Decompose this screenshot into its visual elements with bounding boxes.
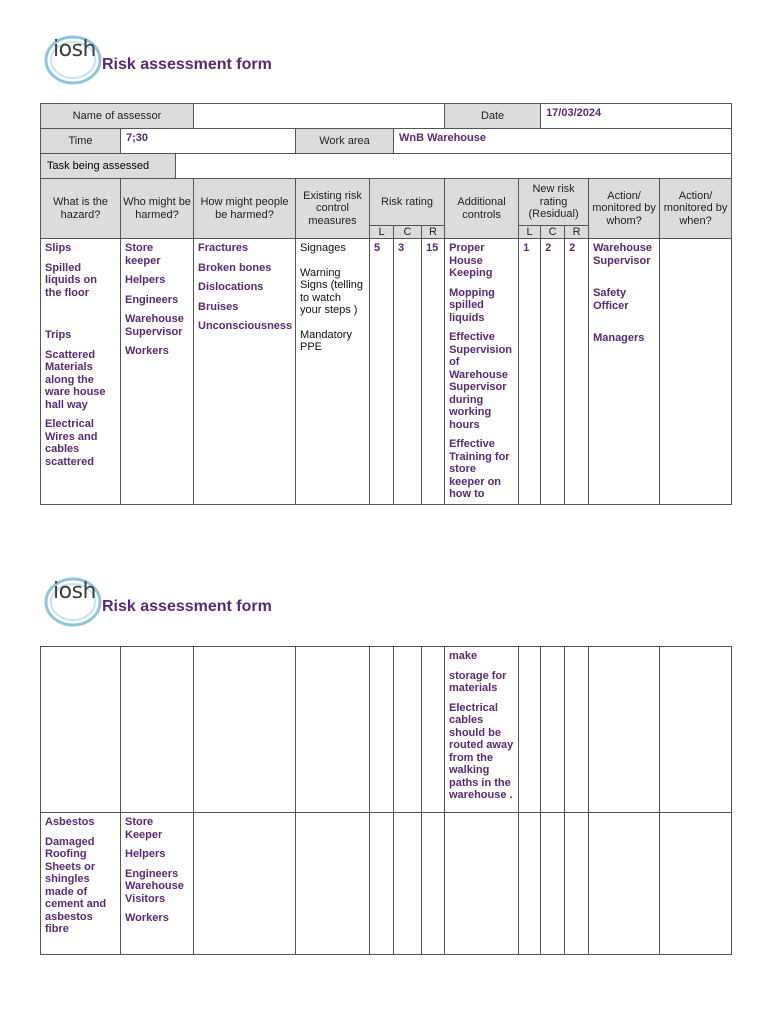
additional-item: storage for materials: [449, 669, 507, 694]
whom-item: Managers: [593, 332, 645, 344]
existing-cell: [296, 647, 370, 813]
additional-cell: [445, 647, 519, 813]
page-header-1: [44, 33, 364, 85]
rating-l: [370, 813, 394, 955]
rating-r: [422, 813, 445, 955]
task-value[interactable]: [176, 154, 731, 178]
action-whom-cell: [589, 239, 660, 505]
rating-c: 3: [394, 239, 422, 505]
hazard-cell: [41, 813, 121, 955]
hazard-item: Spilled liquids on the floor: [45, 261, 97, 299]
hazard-item: Trips: [45, 329, 72, 341]
who-cell: [121, 239, 194, 505]
col-who: Who might be harmed?: [121, 179, 194, 239]
hazard-item: Electrical Wires and cables scattered: [45, 418, 98, 468]
col-new-r: R: [565, 226, 589, 239]
col-rating-l: L: [370, 226, 394, 239]
existing-item: Signages: [300, 242, 346, 254]
additional-item: Proper House Keeping: [449, 242, 493, 279]
how-item: Dislocations: [198, 281, 264, 293]
who-item: Store Keeper: [125, 816, 163, 841]
action-whom-cell: [589, 813, 660, 955]
work-area-label: Work area: [296, 129, 394, 154]
col-new-risk: New risk rating (Residual): [519, 179, 589, 226]
action-when-cell[interactable]: [660, 239, 732, 505]
who-item: Engineers Warehouse Visitors: [125, 867, 184, 905]
risk-assessment-table-continued: [40, 646, 732, 955]
new-rating-c: [541, 813, 565, 955]
time-label: Time: [41, 129, 121, 154]
how-item: Bruises: [198, 300, 239, 313]
new-rating-r: 2: [565, 239, 589, 505]
hazard-item: Scattered Materials along the ware house hall way: [45, 348, 106, 411]
task-label: Task being assessed: [41, 154, 176, 178]
existing-cell: [296, 813, 370, 955]
who-cell: [121, 647, 194, 813]
additional-item: Effective Training for store keeper on how to: [449, 438, 510, 500]
who-item: Workers: [125, 912, 169, 924]
action-whom-cell: [589, 647, 660, 813]
who-cell: [121, 813, 194, 955]
iosh-logo: [44, 33, 102, 85]
task-row: [41, 154, 732, 179]
existing-item: Mandatory PPE: [300, 328, 352, 353]
risk-assessment-table: [40, 103, 732, 505]
who-item: Helpers: [125, 274, 166, 286]
additional-cell: [445, 239, 519, 505]
how-cell: [194, 813, 296, 955]
who-item: Store keeper: [125, 242, 161, 267]
col-action-when: Action/ monitored by when?: [660, 179, 732, 239]
rating-r: 15: [422, 239, 445, 505]
new-rating-r: [565, 647, 589, 813]
col-hazard: What is the hazard?: [41, 179, 121, 239]
additional-item: Mopping spilled liquids: [449, 286, 495, 324]
additional-cell: [445, 813, 519, 955]
whom-item: Safety Officer: [593, 287, 629, 312]
rating-l: 5: [370, 239, 394, 505]
col-existing: Existing risk control measures: [296, 179, 370, 239]
existing-cell: [296, 239, 370, 505]
how-item: Unconsciousness: [198, 320, 293, 332]
how-cell: [194, 647, 296, 813]
who-item: Warehouse Supervisor: [125, 313, 184, 338]
col-new-c: C: [541, 226, 565, 239]
who-item: Engineers: [125, 293, 179, 306]
form-title: Risk assessment form: [102, 598, 272, 615]
whom-item: Warehouse Supervisor: [593, 242, 652, 267]
date-value[interactable]: 17/03/2024: [541, 104, 732, 129]
col-rating-r: R: [422, 226, 445, 239]
col-rating-c: C: [394, 226, 422, 239]
logo-text: iosh: [53, 579, 96, 604]
hazard-item: Slips: [45, 242, 72, 254]
assessor-value[interactable]: [194, 104, 445, 129]
how-item: Broken bones: [198, 261, 272, 274]
work-area-value[interactable]: WnB Warehouse: [394, 129, 732, 154]
rating-l: [370, 647, 394, 813]
new-rating-l: [519, 813, 541, 955]
additional-item: Effective Supervision of Warehouse Supervisor during working hours: [449, 331, 513, 431]
col-additional: Additional controls: [445, 179, 519, 239]
col-how: How might people be harmed?: [194, 179, 296, 239]
date-label: Date: [445, 104, 541, 129]
additional-item: make: [449, 650, 478, 662]
hazard-cell: [41, 239, 121, 505]
who-item: Helpers: [125, 848, 166, 860]
hazard-item: Damaged Roofing Sheets or shingles made of cement and asbestos fibre: [45, 835, 107, 935]
rating-c: [394, 813, 422, 955]
how-item: Fractures: [198, 242, 249, 254]
new-rating-r: [565, 813, 589, 955]
time-value[interactable]: 7;30: [121, 129, 296, 154]
new-rating-l: [519, 647, 541, 813]
new-rating-c: [541, 647, 565, 813]
col-action-whom: Action/ monitored by whom?: [589, 179, 660, 239]
who-item: Workers: [125, 345, 169, 357]
how-cell: [194, 239, 296, 505]
col-new-l: L: [519, 226, 541, 239]
new-rating-c: 2: [541, 239, 565, 505]
hazard-cell: [41, 647, 121, 813]
rating-r: [422, 647, 445, 813]
assessor-label: Name of assessor: [41, 104, 194, 129]
new-rating-l: 1: [519, 239, 541, 505]
action-when-cell[interactable]: [660, 647, 732, 813]
existing-item: Warning Signs (telling to watch your steps ): [300, 266, 363, 316]
form-title: Risk assessment form: [102, 56, 272, 73]
iosh-logo: [44, 575, 102, 627]
page-header-2: [44, 575, 364, 627]
rating-c: [394, 647, 422, 813]
col-risk-rating: Risk rating: [370, 179, 445, 226]
additional-item: Electrical cables should be routed away from the walking paths in the warehouse .: [449, 701, 514, 801]
action-when-cell[interactable]: [660, 813, 732, 955]
logo-text: iosh: [53, 37, 96, 62]
hazard-item: Asbestos: [45, 816, 95, 828]
